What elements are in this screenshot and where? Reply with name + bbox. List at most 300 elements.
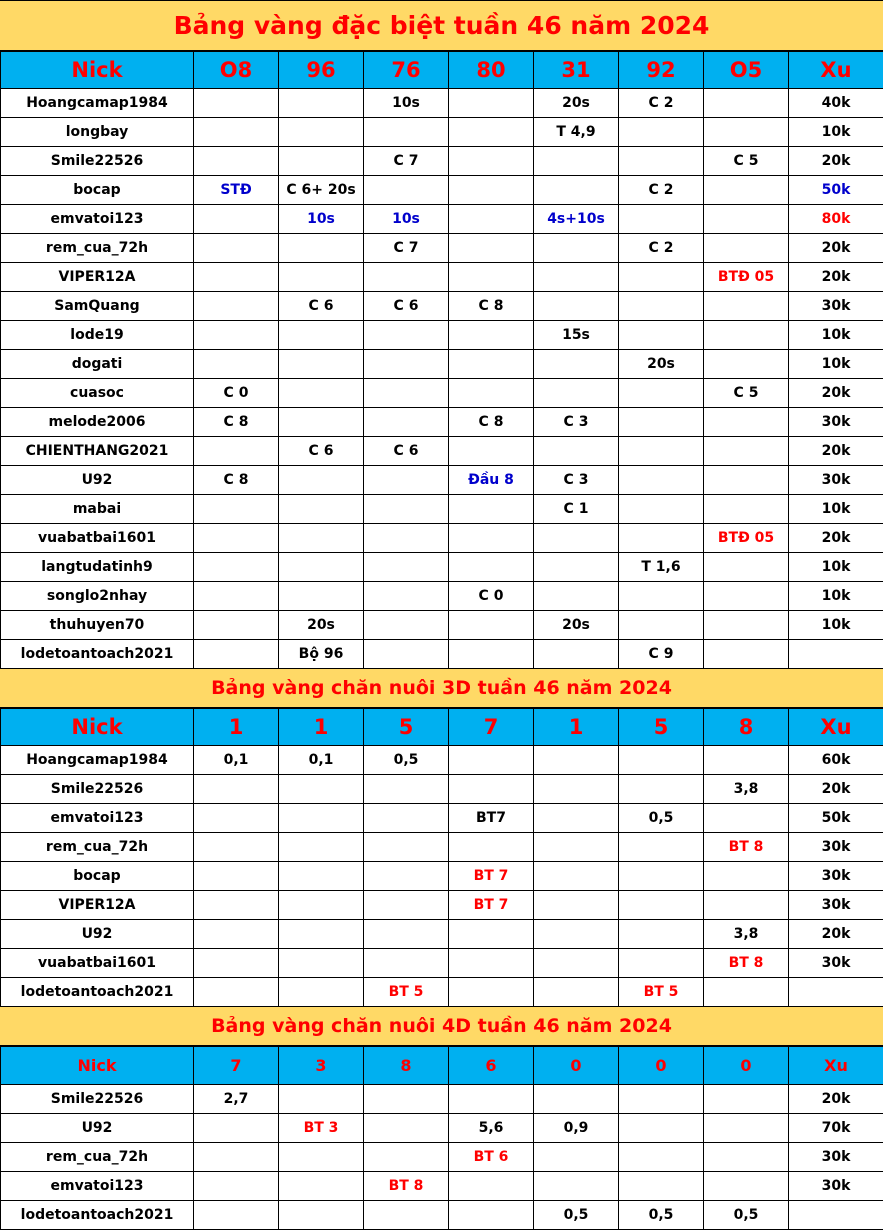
table-row [1,379,883,408]
header-number: 76 [364,52,449,89]
value-cell [194,205,279,234]
value-cell [364,524,449,553]
value-cell [364,1143,449,1172]
nick-cell: emvatoi123 [1,804,194,833]
value-cell: 5,6 [449,1114,534,1143]
table-row [1,1172,883,1201]
value-cell [704,1172,789,1201]
xu-cell: 20k [789,920,883,949]
xu-cell: 50k [789,176,883,205]
value-cell: C 7 [364,147,449,176]
section3-title: Bảng vàng chăn nuôi 4D tuần 46 năm 2024 [0,1007,883,1046]
value-cell [279,321,364,350]
header-number: 31 [534,52,619,89]
header-number: 0 [704,1047,789,1085]
value-cell [534,582,619,611]
value-cell [704,321,789,350]
value-cell [194,524,279,553]
value-cell [449,234,534,263]
value-cell: BT7 [449,804,534,833]
value-cell: 10s [279,205,364,234]
value-cell: BT 8 [364,1172,449,1201]
nick-cell: Hoangcamap1984 [1,746,194,775]
value-cell [619,408,704,437]
table-row [1,1085,883,1114]
value-cell [534,292,619,321]
value-cell [194,89,279,118]
value-cell [364,263,449,292]
value-cell [449,833,534,862]
value-cell [279,920,364,949]
header-number: 6 [449,1047,534,1085]
xu-cell: 10k [789,611,883,640]
table-row [1,833,883,862]
value-cell [194,582,279,611]
xu-cell: 10k [789,553,883,582]
nick-cell: lodetoantoach2021 [1,1201,194,1230]
value-cell [279,234,364,263]
value-cell [619,1085,704,1114]
xu-cell: 40k [789,89,883,118]
value-cell [619,1114,704,1143]
value-cell [619,466,704,495]
value-cell: BT 5 [619,978,704,1007]
table-row [1,89,883,118]
value-cell [534,176,619,205]
nick-cell: mabai [1,495,194,524]
value-cell: 20s [534,611,619,640]
value-cell [364,495,449,524]
value-cell [194,804,279,833]
nick-cell: VIPER12A [1,263,194,292]
table-row [1,176,883,205]
value-cell [619,263,704,292]
header-xu: Xu [789,1047,883,1085]
value-cell [449,263,534,292]
value-cell [704,1114,789,1143]
value-cell [534,553,619,582]
header-number: 0 [619,1047,704,1085]
value-cell: C 5 [704,147,789,176]
table-row [1,147,883,176]
value-cell [619,147,704,176]
value-cell [194,292,279,321]
xu-cell: 20k [789,147,883,176]
value-cell [279,263,364,292]
value-cell: C 8 [194,466,279,495]
value-cell [619,862,704,891]
xu-cell: 30k [789,408,883,437]
value-cell [194,978,279,1007]
table-row [1,978,883,1007]
value-cell [449,437,534,466]
value-cell: 3,8 [704,920,789,949]
nick-cell: CHIENTHANG2021 [1,437,194,466]
value-cell: C 2 [619,234,704,263]
nick-cell: Smile22526 [1,775,194,804]
xu-cell: 20k [789,379,883,408]
value-cell [704,611,789,640]
value-cell [704,746,789,775]
value-cell: 4s+10s [534,205,619,234]
section2-title: Bảng vàng chăn nuôi 3D tuần 46 năm 2024 [0,669,883,708]
value-cell: C 5 [704,379,789,408]
value-cell [704,234,789,263]
value-cell [704,640,789,669]
nick-cell: U92 [1,1114,194,1143]
value-cell: 0,1 [194,746,279,775]
value-cell [534,1085,619,1114]
nick-cell: Smile22526 [1,147,194,176]
xu-cell: 20k [789,775,883,804]
value-cell: BTĐ 05 [704,524,789,553]
value-cell [704,89,789,118]
value-cell [279,1201,364,1230]
value-cell [194,640,279,669]
value-cell [364,775,449,804]
value-cell: BTĐ 05 [704,263,789,292]
section1-header-row [1,52,883,89]
nick-cell: bocap [1,862,194,891]
value-cell [279,89,364,118]
value-cell: T 1,6 [619,553,704,582]
xu-cell: 30k [789,1172,883,1201]
value-cell [449,495,534,524]
table-row [1,466,883,495]
xu-cell: 30k [789,833,883,862]
value-cell [194,321,279,350]
nick-cell: lode19 [1,321,194,350]
value-cell: BT 7 [449,862,534,891]
table-row [1,775,883,804]
header-number: 8 [364,1047,449,1085]
value-cell: BT 3 [279,1114,364,1143]
value-cell: 0,5 [619,804,704,833]
table-row [1,920,883,949]
value-cell [534,746,619,775]
value-cell [364,891,449,920]
value-cell [194,350,279,379]
value-cell [449,775,534,804]
value-cell [364,582,449,611]
section1-table [0,51,883,669]
value-cell: 15s [534,321,619,350]
xu-cell [789,978,883,1007]
value-cell [619,611,704,640]
value-cell [364,640,449,669]
value-cell [279,775,364,804]
value-cell: C 8 [449,408,534,437]
table-row [1,804,883,833]
header-number: 96 [279,52,364,89]
value-cell [704,350,789,379]
table-row [1,263,883,292]
value-cell [449,920,534,949]
header-number: 3 [279,1047,364,1085]
xu-cell: 10k [789,321,883,350]
value-cell [704,495,789,524]
header-number: 7 [449,709,534,746]
xu-cell: 30k [789,949,883,978]
header-number: O8 [194,52,279,89]
value-cell [364,611,449,640]
header-number: 5 [619,709,704,746]
header-number: 92 [619,52,704,89]
nick-cell: thuhuyen70 [1,611,194,640]
value-cell [704,891,789,920]
value-cell [194,1201,279,1230]
table-row [1,746,883,775]
nick-cell: vuabatbai1601 [1,524,194,553]
value-cell [449,147,534,176]
table-row [1,292,883,321]
value-cell [279,118,364,147]
xu-cell: 10k [789,350,883,379]
table-row [1,350,883,379]
value-cell [279,833,364,862]
value-cell [534,978,619,1007]
value-cell [279,553,364,582]
table-row [1,1114,883,1143]
nick-cell: lodetoantoach2021 [1,640,194,669]
header-number: 80 [449,52,534,89]
value-cell: C 9 [619,640,704,669]
value-cell [449,379,534,408]
nick-cell: songlo2nhay [1,582,194,611]
value-cell [704,582,789,611]
value-cell [364,804,449,833]
value-cell [364,553,449,582]
value-cell [364,1085,449,1114]
value-cell [449,176,534,205]
value-cell [364,379,449,408]
xu-cell: 80k [789,205,883,234]
xu-cell: 20k [789,1085,883,1114]
value-cell: C 6 [279,292,364,321]
header-number: 0 [534,1047,619,1085]
value-cell: 10s [364,205,449,234]
value-cell [194,234,279,263]
nick-cell: Smile22526 [1,1085,194,1114]
value-cell [194,862,279,891]
value-cell [279,891,364,920]
value-cell [279,147,364,176]
value-cell [619,495,704,524]
value-cell [449,89,534,118]
value-cell [704,205,789,234]
value-cell [364,321,449,350]
value-cell [364,350,449,379]
nick-cell: dogati [1,350,194,379]
value-cell [534,379,619,408]
value-cell: C 8 [449,292,534,321]
value-cell: C 0 [449,582,534,611]
nick-cell: lodetoantoach2021 [1,978,194,1007]
xu-cell: 30k [789,862,883,891]
nick-cell: langtudatinh9 [1,553,194,582]
value-cell: 2,7 [194,1085,279,1114]
value-cell [704,176,789,205]
value-cell: 20s [279,611,364,640]
value-cell [619,524,704,553]
value-cell [364,408,449,437]
value-cell [364,1201,449,1230]
value-cell [704,118,789,147]
table-row [1,205,883,234]
value-cell: C 8 [194,408,279,437]
value-cell [619,292,704,321]
value-cell [449,611,534,640]
value-cell [449,350,534,379]
value-cell [449,524,534,553]
header-nick: Nick [1,52,194,89]
value-cell [704,1143,789,1172]
value-cell [704,292,789,321]
value-cell [279,949,364,978]
value-cell [364,176,449,205]
xu-cell: 10k [789,582,883,611]
table-row [1,611,883,640]
nick-cell: rem_cua_72h [1,833,194,862]
value-cell [364,466,449,495]
value-cell: Đầu 8 [449,466,534,495]
value-cell: C 7 [364,234,449,263]
value-cell: BT 5 [364,978,449,1007]
value-cell [194,891,279,920]
xu-cell: 30k [789,466,883,495]
value-cell [534,263,619,292]
value-cell [619,775,704,804]
value-cell [534,833,619,862]
value-cell [619,437,704,466]
table-row [1,234,883,263]
xu-cell: 70k [789,1114,883,1143]
nick-cell: bocap [1,176,194,205]
value-cell: 20s [619,350,704,379]
value-cell [194,1172,279,1201]
table-row [1,524,883,553]
value-cell [279,408,364,437]
value-cell [194,611,279,640]
value-cell [534,949,619,978]
xu-cell: 30k [789,891,883,920]
value-cell [279,1172,364,1201]
value-cell [279,524,364,553]
xu-cell: 60k [789,746,883,775]
value-cell [534,350,619,379]
value-cell [279,379,364,408]
nick-cell: U92 [1,920,194,949]
value-cell [194,949,279,978]
table-row [1,1201,883,1230]
header-number: 1 [194,709,279,746]
value-cell [534,234,619,263]
xu-cell: 20k [789,437,883,466]
value-cell [704,1085,789,1114]
value-cell [194,118,279,147]
value-cell: 0,5 [364,746,449,775]
value-cell [704,437,789,466]
value-cell: 3,8 [704,775,789,804]
value-cell [534,147,619,176]
value-cell: C 2 [619,176,704,205]
value-cell [449,321,534,350]
section3-table [0,1046,883,1230]
nick-cell: emvatoi123 [1,1172,194,1201]
value-cell: 0,1 [279,746,364,775]
value-cell [534,1172,619,1201]
nick-cell: Hoangcamap1984 [1,89,194,118]
xu-cell: 50k [789,804,883,833]
value-cell: 0,9 [534,1114,619,1143]
table-row [1,582,883,611]
xu-cell: 10k [789,118,883,147]
table-row [1,437,883,466]
value-cell [279,466,364,495]
value-cell: 0,5 [704,1201,789,1230]
value-cell [279,862,364,891]
section2-table [0,708,883,1007]
table-row [1,862,883,891]
value-cell [194,833,279,862]
xu-cell: 30k [789,1143,883,1172]
nick-cell: cuasoc [1,379,194,408]
table-row [1,1143,883,1172]
value-cell [279,350,364,379]
header-xu: Xu [789,709,883,746]
value-cell [279,804,364,833]
value-cell [194,920,279,949]
header-number: 7 [194,1047,279,1085]
value-cell [619,379,704,408]
value-cell [619,891,704,920]
value-cell: C 6 [279,437,364,466]
nick-cell: vuabatbai1601 [1,949,194,978]
value-cell [619,949,704,978]
header-nick: Nick [1,1047,194,1085]
value-cell [194,1143,279,1172]
header-xu: Xu [789,52,883,89]
value-cell: C 3 [534,408,619,437]
value-cell [619,1172,704,1201]
header-number: O5 [704,52,789,89]
nick-cell: U92 [1,466,194,495]
value-cell: C 2 [619,89,704,118]
section2-header-row [1,709,883,746]
value-cell [364,118,449,147]
header-number: 1 [534,709,619,746]
nick-cell: longbay [1,118,194,147]
xu-cell [789,1201,883,1230]
value-cell [449,553,534,582]
xu-cell: 20k [789,234,883,263]
header-number: 8 [704,709,789,746]
value-cell: 10s [364,89,449,118]
value-cell [534,920,619,949]
table-row [1,553,883,582]
header-number: 1 [279,709,364,746]
value-cell [534,891,619,920]
table-row [1,118,883,147]
value-cell [619,920,704,949]
value-cell [364,920,449,949]
value-cell [534,1143,619,1172]
value-cell: Bộ 96 [279,640,364,669]
value-cell [534,775,619,804]
value-cell [534,524,619,553]
value-cell: C 0 [194,379,279,408]
nick-cell: melode2006 [1,408,194,437]
